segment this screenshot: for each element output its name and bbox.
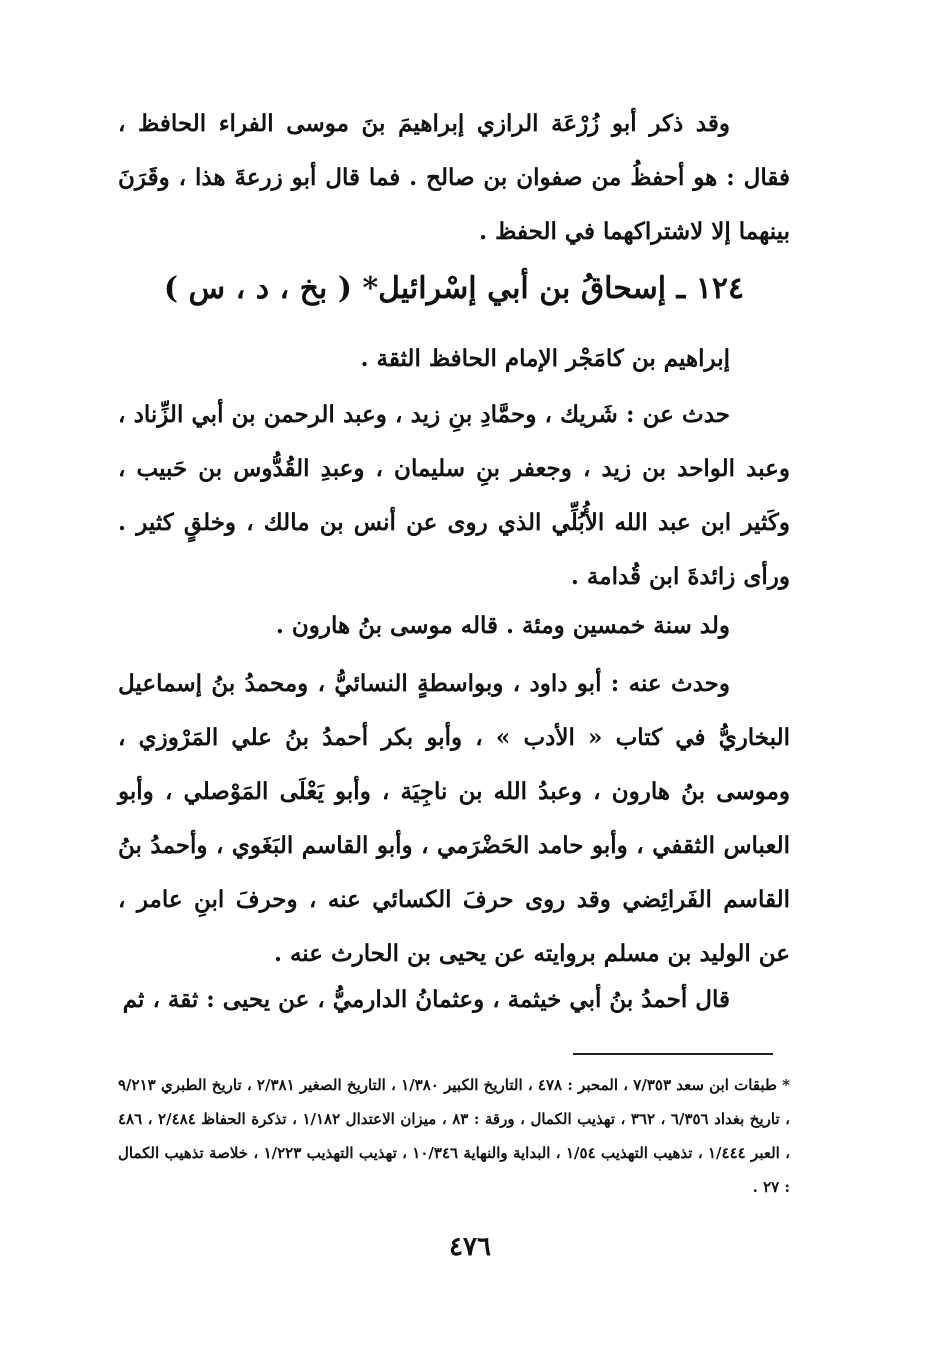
paragraph-birth: ولد سنة خمسين ومئة . قاله موسى بنُ هارون .: [275, 612, 730, 639]
paragraph-assessment: قال أحمدُ بنُ أبي خيثمة ، وعثمانُ الدارميُّ ، عن يحيى : ثقة ، ثم: [122, 986, 730, 1013]
paragraph-lineage: إبراهيم بن كامَجْر الإمام الحافظ الثقة .: [360, 345, 730, 372]
paragraph-narrators-from-him: وحدث عنه : أبو داود ، وبواسطةٍ النسائيُّ ، ومحمدُ بنُ إسماعيل البخاريُّ في كتاب « الأدب » ، وأبو بكر أحمدُ بنُ علي المَرْوزي ، وموسى بنُ هارون ، وعبدُ الله بن ناجِيَة ، وأبو يَعْلَى المَوْصلي ، وأبو العباس الثقفي ، وأبو حامد الحَضْرَمي ، وأبو القاسم البَغَوي ، وأحمدُ بنُ القاسم الفَرائِضي وقد روى حرفَ الكسائي عنه ، وحرفَ ابنِ عامر ، عن الوليد بن مسلم بروايته عن يحيى بن الحارث عنه .: [118, 670, 790, 967]
paragraph-narrated-from: حدث عن : شَريك ، وحمَّادِ بنِ زيد ، وعبد الرحمن بن أبي الزِّناد ، وعبد الواحد بن زيد ، وجعفر بنِ سليمان ، وعبدِ القُدُّوس بن حَبيب ، وكَثير ابن عبد الله الأُبُلِّي الذي روى عن أنس بن مالك ، وخلقٍ كثير . ورأى زائدةَ ابن قُدامة .: [118, 401, 790, 590]
footnote-sources: * طبقات ابن سعد ٧/٣٥٣ ، المحبر : ٤٧٨ ، التاريخ الكبير ١/٣٨٠ ، التاريخ الصغير ٢/٣٨١ ، تاريخ الطبري ٩/٢١٣ ، تاريخ بغداد ٦/٣٥٦ ، ٣٦٢ ، تهذيب الكمال ، ورقة : ٨٣ ، ميزان الاعتدال ١/١٨٢ ، تذكرة الحفاظ ٢/٤٨٤ ، ٤٨٦ ، العبر ١/٤٤٤ ، تذهيب التهذيب ١/٥٤ ، البداية والنهاية ١٠/٣٤٦ ، تهذيب التهذيب ١/٢٢٣ ، خلاصة تذهيب الكمال : ٢٧ .: [118, 1076, 791, 1196]
paragraph-abu-zura-remark: وقد ذكر أبو زُرْعَة الرازي إبراهيمَ بنَ موسى الفراء الحافظ ، فقال : هو أحفظُ من صفوان بن صالح . فما قال أبو زرعةَ هذا ، وقَرَنَ بينهما إلا لاشتراكهما في الحفظ .: [118, 110, 790, 245]
footnote-divider: [573, 1053, 773, 1055]
entry-heading: ١٢٤ ـ إسحاقُ بن أبي إسْرائيل* ( بخ ، د ، س ): [163, 271, 745, 306]
page-number: ٤٧٦: [449, 1232, 491, 1262]
